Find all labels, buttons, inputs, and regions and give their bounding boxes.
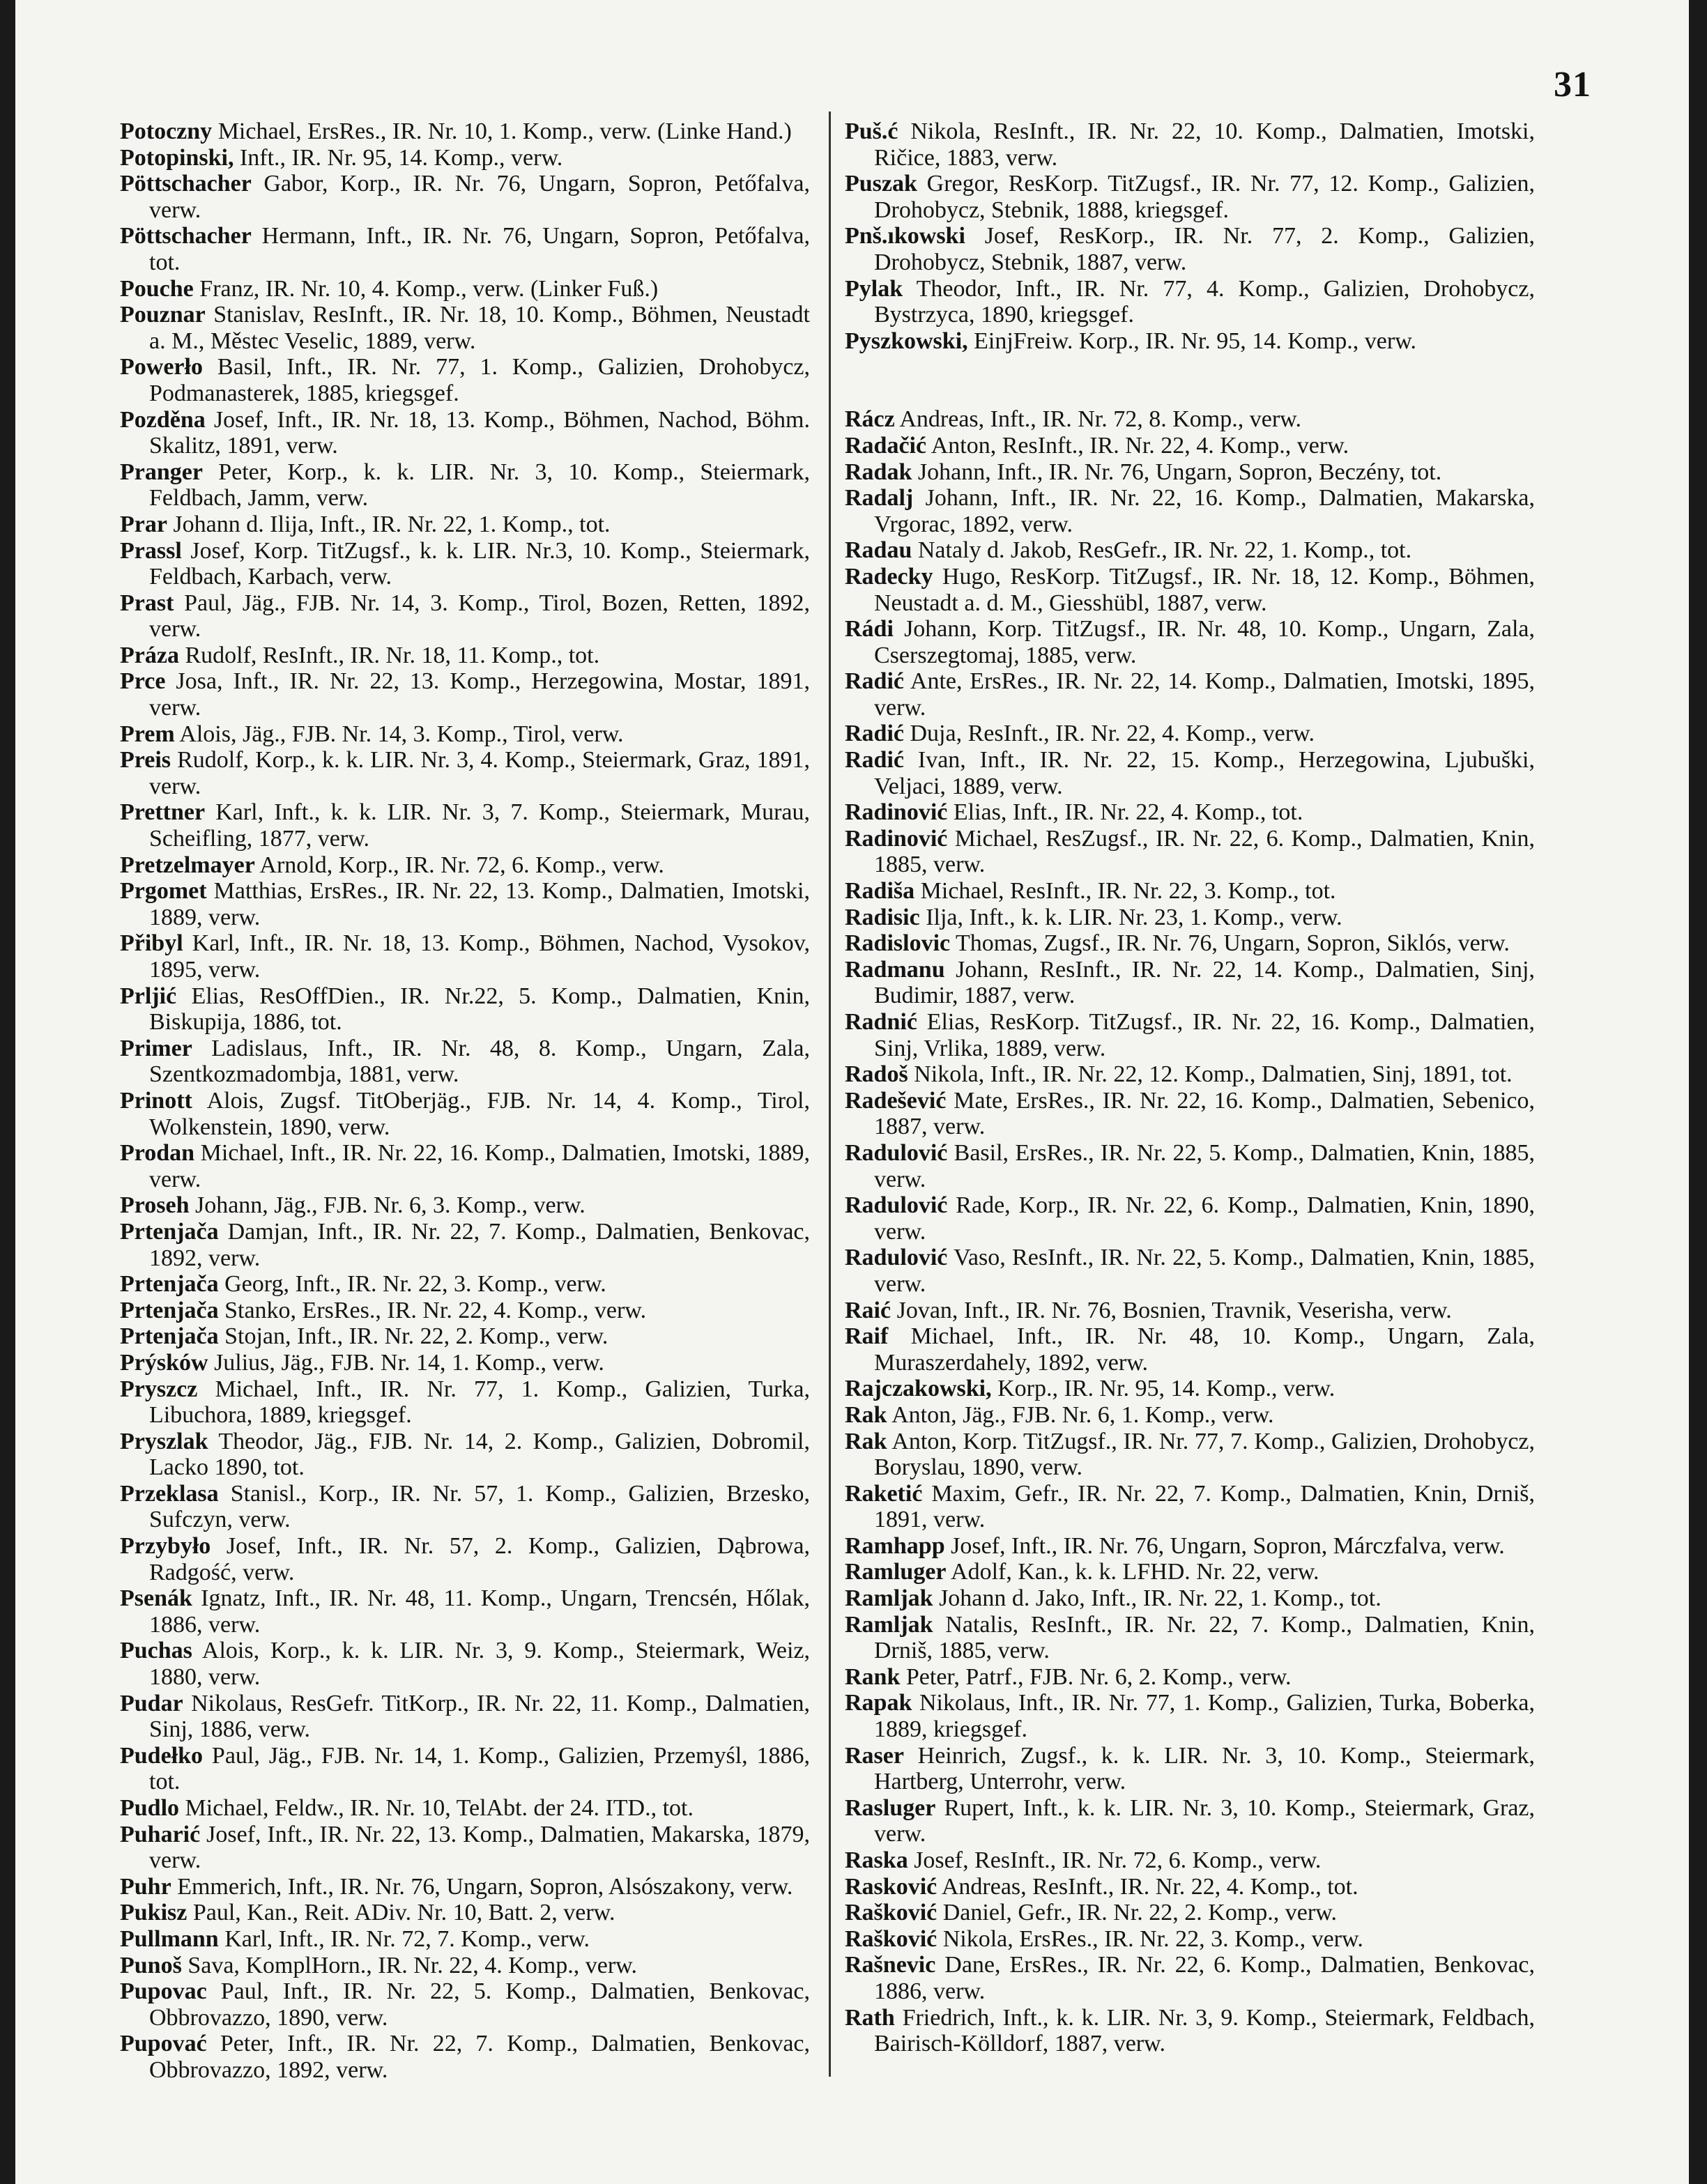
list-entry — [845, 1429, 1535, 1481]
list-entry — [120, 2031, 810, 2083]
entry-details: Johann, Korp. TitZugsf., IR. Nr. 48, 10. Komp., Ungarn, Zala, Cserszegtomaj, 1885, verw. — [874, 616, 1535, 668]
entry-surname: Radecky — [845, 563, 933, 590]
entry-details: Peter, Inft., IR. Nr. 22, 7. Komp., Dalmatien, Benkovac, Obbrovazzo, 1892, verw. — [149, 2031, 810, 2083]
entry-surname: Prodan — [120, 1140, 195, 1167]
entry-details: Michael, ResZugsf., IR. Nr. 22, 6. Komp., Dalmatien, Knin, 1885, verw. — [874, 825, 1535, 878]
entry-details: Ladislaus, Inft., IR. Nr. 48, 8. Komp., Ungarn, Zala, Szentkozmadombja, 1881, verw. — [149, 1035, 810, 1088]
entry-surname: Prtenjača — [120, 1218, 219, 1245]
list-entry — [845, 1795, 1535, 1847]
entry-surname: Radić — [845, 668, 904, 695]
entry-details: Paul, Inft., IR. Nr. 22, 5. Komp., Dalmatien, Benkovac, Obbrovazzo, 1890, verw. — [149, 1978, 810, 2031]
entry-surname: Pukisz — [120, 1900, 187, 1926]
entry-surname: Práza — [120, 642, 179, 668]
entry-surname: Pranger — [120, 459, 203, 485]
list-entry — [120, 512, 810, 538]
entry-surname: Radulović — [845, 1139, 948, 1166]
list-entry — [845, 1061, 1535, 1088]
list-entry — [845, 799, 1535, 826]
entry-surname: Rak — [845, 1428, 887, 1454]
column-divider — [829, 111, 831, 2077]
list-entry — [120, 1926, 810, 1953]
list-entry — [120, 1822, 810, 1874]
entry-surname: Prettner — [120, 799, 206, 826]
entry-details: Hermann, Inft., IR. Nr. 76, Ungarn, Sopron, Petőfalva, tot. — [149, 223, 810, 275]
entry-surname: Prce — [120, 668, 166, 695]
entry-surname: Raska — [845, 1847, 908, 1873]
entry-details: Nikola, ResInft., IR. Nr. 22, 10. Komp., Dalmatien, Imotski, Ričice, 1883, verw. — [874, 118, 1535, 171]
entry-surname: Rašnevic — [845, 1952, 936, 1978]
list-entry — [120, 1088, 810, 1140]
entry-surname: Pozděna — [120, 406, 206, 433]
entry-surname: Pudełko — [120, 1742, 204, 1769]
list-entry — [845, 537, 1535, 564]
entry-details: Anton, Jäg., FJB. Nr. 6, 1. Komp., verw. — [891, 1401, 1274, 1428]
list-entry — [120, 223, 810, 275]
entry-details: Mate, ErsRes., IR. Nr. 22, 16. Komp., Dalmatien, Sebenico, 1887, verw. — [874, 1087, 1536, 1140]
entry-details: Josef, Inft., IR. Nr. 76, Ungarn, Sopron, Márczfalva, verw. — [951, 1532, 1505, 1559]
entry-details: Josa, Inft., IR. Nr. 22, 13. Komp., Herzegowina, Mostar, 1891, verw. — [149, 668, 810, 721]
entry-details: Josef, Inft., IR. Nr. 18, 13. Komp., Böhmen, Nachod, Böhm. Skalitz, 1891, verw. — [149, 406, 811, 459]
entry-details: Josef, ResInft., IR. Nr. 72, 6. Komp., verw. — [914, 1847, 1322, 1873]
entry-details: Maxim, Gefr., IR. Nr. 22, 7. Komp., Dalmatien, Knin, Drniš, 1891, verw. — [874, 1480, 1536, 1533]
entry-surname: Pudlo — [120, 1795, 180, 1821]
entry-details: Natalis, ResInft., IR. Nr. 22, 7. Komp., Dalmatien, Knin, Drniš, 1885, verw. — [874, 1611, 1536, 1664]
entry-surname: Puharić — [120, 1821, 201, 1847]
entry-surname: Rašković — [845, 1925, 937, 1952]
entry-surname: Radinović — [845, 825, 948, 852]
entry-details: Paul, Jäg., FJB. Nr. 14, 3. Komp., Tirol, Bozen, Retten, 1892, verw. — [149, 590, 810, 643]
entry-details: Karl, Inft., IR. Nr. 72, 7. Komp., verw. — [224, 1925, 590, 1952]
entry-details: Paul, Kan., Reit. ADiv. Nr. 10, Batt. 2, verw. — [192, 1900, 615, 1926]
entry-surname: Radiša — [845, 878, 915, 905]
entry-surname: Punoš — [120, 1952, 182, 1978]
entry-surname: Puchas — [120, 1638, 192, 1664]
entry-surname: Radmanu — [845, 956, 945, 983]
entry-details: Friedrich, Inft., k. k. LIR. Nr. 3, 9. Komp., Steiermark, Feldbach, Bairisch-Kölldorf, 1887, verw. — [874, 2004, 1535, 2057]
list-entry — [120, 852, 810, 879]
entry-details: Johann d. Jako, Inft., IR. Nr. 22, 1. Komp., tot. — [939, 1585, 1381, 1612]
list-entry — [120, 459, 810, 512]
entry-surname: Prar — [120, 511, 167, 537]
list-entry — [120, 538, 810, 590]
right-column — [845, 118, 1535, 2057]
entry-details: Michael, Inft., IR. Nr. 48, 10. Komp., Ungarn, Zala, Muraszerdahely, 1892, verw. — [874, 1323, 1535, 1376]
list-entry — [120, 590, 810, 643]
list-entry — [845, 668, 1535, 721]
entry-surname: Radulović — [845, 1192, 948, 1219]
list-entry — [845, 1009, 1535, 1061]
entry-details: Nikola, ErsRes., IR. Nr. 22, 3. Komp., verw. — [942, 1925, 1363, 1952]
entry-surname: Pretzelmayer — [120, 852, 255, 878]
entry-surname: Pyszkowski, — [845, 328, 968, 354]
list-entry — [845, 1952, 1535, 2004]
entry-surname: Pouznar — [120, 302, 206, 328]
entry-surname: Puš.ć — [845, 118, 898, 144]
list-entry — [120, 1953, 810, 1979]
entry-surname: Radislovic — [845, 930, 951, 957]
entry-surname: Prgomet — [120, 878, 207, 905]
entry-surname: Pryszlak — [120, 1428, 208, 1454]
entry-surname: Pouche — [120, 275, 194, 302]
entry-details: Michael, ErsRes., IR. Nr. 10, 1. Komp., verw. (Linke Hand.) — [217, 118, 792, 144]
entry-details: Emmerich, Inft., IR. Nr. 76, Ungarn, Sopron, Alsószakony, verw. — [177, 1873, 793, 1900]
list-entry — [845, 1559, 1535, 1585]
entry-surname: Rak — [845, 1401, 887, 1428]
entry-surname: Rasković — [845, 1873, 937, 1900]
list-entry — [120, 1298, 810, 1324]
entry-details: Inft., IR. Nr. 95, 14. Komp., verw. — [239, 144, 563, 171]
list-entry — [845, 1088, 1535, 1140]
entry-details: Johann, Inft., IR. Nr. 76, Ungarn, Sopron, Beczény, tot. — [917, 459, 1442, 485]
entry-surname: Radulović — [845, 1245, 948, 1271]
entry-details: Josef, Inft., IR. Nr. 57, 2. Komp., Galizien, Dąbrowa, Radgość, verw. — [149, 1533, 810, 1585]
entry-surname: Radić — [845, 747, 904, 774]
list-entry — [120, 747, 810, 799]
entry-surname: Przeklasa — [120, 1480, 219, 1507]
entry-surname: Prem — [120, 721, 175, 747]
list-entry — [120, 643, 810, 669]
entry-surname: Rapak — [845, 1690, 912, 1716]
entry-details: Johann, Jäg., FJB. Nr. 6, 3. Komp., verw. — [194, 1192, 585, 1219]
entry-details: Elias, ResKorp. TitZugsf., IR. Nr. 22, 16. Komp., Dalmatien, Sinj, Vrlika, 1889, verw. — [874, 1009, 1536, 1061]
list-entry — [120, 1691, 810, 1743]
entry-details: Julius, Jäg., FJB. Nr. 14, 1. Komp., verw. — [214, 1349, 604, 1376]
list-entry — [120, 302, 810, 354]
list-entry — [845, 721, 1535, 747]
entry-details: Michael, ResInft., IR. Nr. 22, 3. Komp., tot. — [920, 878, 1336, 905]
entry-surname: Prassl — [120, 537, 182, 564]
entry-surname: Proseh — [120, 1192, 190, 1219]
list-entry — [845, 957, 1535, 1009]
entry-details: Rudolf, ResInft., IR. Nr. 18, 11. Komp., tot. — [185, 642, 600, 668]
entry-details: Michael, Inft., IR. Nr. 22, 16. Komp., Dalmatien, Imotski, 1889, verw. — [149, 1140, 810, 1192]
entry-surname: Radešević — [845, 1087, 947, 1114]
entry-details: Stanisl., Korp., IR. Nr. 57, 1. Komp., Galizien, Brzesko, Sufczyn, verw. — [149, 1480, 811, 1533]
entry-details: Karl, Inft., IR. Nr. 18, 13. Komp., Böhmen, Nachod, Vysokov, 1895, verw. — [149, 930, 810, 983]
list-entry — [845, 1664, 1535, 1691]
left-column — [120, 118, 810, 2084]
list-entry — [845, 1874, 1535, 1900]
list-entry — [120, 118, 810, 145]
list-entry — [845, 1245, 1535, 1297]
entry-surname: Radinović — [845, 799, 948, 826]
entry-details: Paul, Jäg., FJB. Nr. 14, 1. Komp., Galizien, Przemyśl, 1886, tot. — [149, 1742, 811, 1795]
entry-details: Peter, Korp., k. k. LIR. Nr. 3, 10. Komp., Steiermark, Feldbach, Jamm, verw. — [149, 459, 811, 512]
entry-details: EinjFreiw. Korp., IR. Nr. 95, 14. Komp., verw. — [974, 328, 1417, 354]
list-entry — [120, 1036, 810, 1088]
entry-details: Heinrich, Zugsf., k. k. LIR. Nr. 3, 10. Komp., Steiermark, Hartberg, Unterrohr, verw. — [874, 1742, 1535, 1795]
right-column-p-section — [845, 118, 1535, 354]
entry-details: Nikolaus, Inft., IR. Nr. 77, 1. Komp., Galizien, Turka, Boberka, 1889, kriegsgef. — [874, 1690, 1536, 1743]
list-entry — [120, 1323, 810, 1350]
entry-details: Gabor, Korp., IR. Nr. 76, Ungarn, Sopron, Petőfalva, verw. — [149, 171, 811, 223]
entry-surname: Radak — [845, 459, 912, 485]
entry-surname: Raser — [845, 1742, 904, 1769]
entry-surname: Radoš — [845, 1061, 908, 1088]
entry-surname: Pupovac — [120, 1978, 207, 2005]
list-entry — [120, 1350, 810, 1376]
entry-details: Ivan, Inft., IR. Nr. 22, 15. Komp., Herzegowina, Ljubuški, Veljaci, 1889, verw. — [874, 747, 1535, 799]
list-entry — [845, 1376, 1535, 1402]
list-entry — [845, 1402, 1535, 1429]
entry-surname: Rašković — [845, 1900, 937, 1926]
entry-details: Michael, Feldw., IR. Nr. 10, TelAbt. der 24. ITD., tot. — [185, 1795, 694, 1821]
list-entry — [120, 1481, 810, 1533]
list-entry — [845, 616, 1535, 668]
list-entry — [120, 1978, 810, 2031]
list-entry — [845, 1926, 1535, 1953]
list-entry — [120, 1140, 810, 1192]
entry-details: Rupert, Inft., k. k. LIR. Nr. 3, 10. Komp., Steiermark, Graz, verw. — [874, 1794, 1535, 1847]
list-entry — [845, 1900, 1535, 1926]
entry-surname: Psenák — [120, 1585, 192, 1612]
entry-details: Sava, KomplHorn., IR. Nr. 22, 4. Komp., verw. — [187, 1952, 637, 1978]
entry-details: Matthias, ErsRes., IR. Nr. 22, 13. Komp., Dalmatien, Imotski, 1889, verw. — [149, 878, 811, 930]
list-entry — [120, 1874, 810, 1900]
entry-details: Basil, ErsRes., IR. Nr. 22, 5. Komp., Dalmatien, Knin, 1885, verw. — [874, 1139, 1535, 1192]
entry-details: Anton, Korp. TitZugsf., IR. Nr. 77, 7. Komp., Galizien, Drohobycz, Boryslau, 1890, verw. — [874, 1428, 1535, 1481]
entry-surname: Prýsków — [120, 1349, 208, 1376]
entry-surname: Raić — [845, 1297, 891, 1323]
entry-surname: Powerło — [120, 354, 203, 380]
entry-surname: Primer — [120, 1035, 192, 1061]
entry-details: Vaso, ResInft., IR. Nr. 22, 5. Komp., Dalmatien, Knin, 1885, verw. — [874, 1245, 1535, 1297]
entry-details: Theodor, Inft., IR. Nr. 77, 4. Komp., Galizien, Drohobycz, Bystrzyca, 1890, kriegsgef. — [874, 275, 1535, 328]
entry-details: Nikolaus, ResGefr. TitKorp., IR. Nr. 22, 11. Komp., Dalmatien, Sinj, 1886, verw. — [149, 1690, 811, 1743]
entry-surname: Puhr — [120, 1873, 171, 1900]
entry-details: Duja, ResInft., IR. Nr. 22, 4. Komp., verw. — [910, 721, 1315, 747]
list-entry — [845, 1612, 1535, 1664]
list-entry — [845, 1847, 1535, 1874]
entry-surname: Rádi — [845, 616, 894, 643]
entry-details: Alois, Zugsf. TitOberjäg., FJB. Nr. 14, 4. Komp., Tirol, Wolkenstein, 1890, verw. — [149, 1087, 810, 1140]
entry-surname: Potoczny — [120, 118, 213, 144]
entry-details: Andreas, Inft., IR. Nr. 72, 8. Komp., verw. — [899, 406, 1302, 433]
entry-details: Jovan, Inft., IR. Nr. 76, Bosnien, Travnik, Veserisha, verw. — [896, 1297, 1452, 1323]
entry-surname: Radić — [845, 721, 904, 747]
entry-surname: Prast — [120, 590, 174, 616]
list-entry — [845, 485, 1535, 537]
list-entry — [845, 223, 1535, 275]
entry-surname: Rajczakowski, — [845, 1376, 992, 1402]
list-entry — [845, 171, 1535, 223]
entry-details: Korp., IR. Nr. 95, 14. Komp., verw. — [997, 1376, 1335, 1402]
entry-details: Peter, Patrf., FJB. Nr. 6, 2. Komp., verw. — [905, 1663, 1292, 1690]
entry-details: Rudolf, Korp., k. k. LIR. Nr. 3, 4. Komp., Steiermark, Graz, 1891, verw. — [149, 747, 810, 799]
entry-details: Gregor, ResKorp. TitZugsf., IR. Nr. 77, 12. Komp., Galizien, Drohobycz, Stebnik, 1888, kriegsgef. — [874, 171, 1535, 223]
entry-surname: Pudar — [120, 1690, 183, 1716]
entry-surname: Pöttschacher — [120, 223, 252, 249]
entry-details: Ignatz, Inft., IR. Nr. 48, 11. Komp., Ungarn, Trencsén, Hőlak, 1886, verw. — [149, 1585, 811, 1638]
entry-details: Josef, ResKorp., IR. Nr. 77, 2. Komp., Galizien, Drohobycz, Stebnik, 1887, verw. — [874, 223, 1536, 275]
list-entry — [845, 1323, 1535, 1376]
list-entry — [845, 1585, 1535, 1612]
entry-surname: Ramluger — [845, 1559, 947, 1585]
list-entry — [120, 407, 810, 459]
entry-details: Stanislav, ResInft., IR. Nr. 18, 10. Komp., Böhmen, Neustadt a. M., Městec Veselic, 1889, verw. — [149, 302, 811, 354]
entry-surname: Prinott — [120, 1087, 192, 1114]
entry-details: Ilja, Inft., k. k. LIR. Nr. 23, 1. Komp., verw. — [926, 904, 1342, 930]
list-entry — [120, 1192, 810, 1219]
entry-details: Elias, Inft., IR. Nr. 22, 4. Komp., tot. — [953, 799, 1303, 826]
list-entry — [120, 1533, 810, 1585]
list-entry — [845, 118, 1535, 171]
right-column-r-section — [845, 406, 1535, 2056]
list-entry — [845, 276, 1535, 328]
list-entry — [120, 1585, 810, 1638]
entry-surname: Raketić — [845, 1480, 923, 1507]
list-entry — [845, 930, 1535, 957]
entry-details: Alois, Korp., k. k. LIR. Nr. 3, 9. Komp., Steiermark, Weiz, 1880, verw. — [149, 1638, 810, 1691]
entry-details: Alois, Jäg., FJB. Nr. 14, 3. Komp., Tirol, verw. — [179, 721, 624, 747]
entry-details: Damjan, Inft., IR. Nr. 22, 7. Komp., Dalmatien, Benkovac, 1892, verw. — [149, 1218, 811, 1271]
list-entry — [845, 1533, 1535, 1560]
entry-surname: Prljić — [120, 983, 177, 1009]
list-entry — [845, 1140, 1535, 1192]
entry-surname: Ramljak — [845, 1611, 933, 1638]
entry-details: Anton, ResInft., IR. Nr. 22, 4. Komp., verw. — [931, 432, 1349, 459]
entry-details: Theodor, Jäg., FJB. Nr. 14, 2. Komp., Galizien, Dobromil, Lacko 1890, tot. — [149, 1428, 810, 1481]
entry-surname: Prtenjača — [120, 1323, 219, 1350]
list-entry — [120, 721, 810, 748]
entry-surname: Puszak — [845, 171, 917, 197]
list-entry — [120, 145, 810, 171]
entry-details: Nataly d. Jakob, ResGefr., IR. Nr. 22, 1. Komp., tot. — [917, 537, 1412, 564]
entry-surname: Rasluger — [845, 1794, 936, 1821]
list-entry — [845, 747, 1535, 799]
list-entry — [845, 328, 1535, 355]
entry-details: Andreas, ResInft., IR. Nr. 22, 4. Komp., tot. — [941, 1873, 1358, 1900]
entry-surname: Rank — [845, 1663, 901, 1690]
list-entry — [845, 1298, 1535, 1324]
list-entry — [845, 1192, 1535, 1245]
list-entry — [120, 1795, 810, 1822]
entry-details: Hugo, ResKorp. TitZugsf., IR. Nr. 18, 12. Komp., Böhmen, Neustadt a. d. M., Giesshübl, 1887, verw. — [874, 563, 1536, 616]
entry-surname: Radnić — [845, 1009, 917, 1035]
entry-details: Nikola, Inft., IR. Nr. 22, 12. Komp., Dalmatien, Sinj, 1891, tot. — [914, 1061, 1513, 1088]
entry-surname: Pylak — [845, 275, 903, 302]
list-entry — [120, 1376, 810, 1429]
entry-details: Arnold, Korp., IR. Nr. 72, 6. Komp., verw. — [259, 852, 664, 878]
page-number: 31 — [1554, 65, 1591, 105]
list-entry — [845, 406, 1535, 433]
entry-details: Josef, Korp. TitZugsf., k. k. LIR. Nr.3, 10. Komp., Steiermark, Feldbach, Karbach, verw. — [149, 537, 811, 590]
entry-surname: Przybyło — [120, 1533, 211, 1560]
entry-surname: Radalj — [845, 485, 914, 512]
entry-details: Michael, Inft., IR. Nr. 77, 1. Komp., Galizien, Turka, Libuchora, 1889, kriegsgef. — [149, 1376, 810, 1429]
entry-details: Elias, ResOffDien., IR. Nr.22, 5. Komp., Dalmatien, Knin, Biskupija, 1886, tot. — [149, 983, 810, 1036]
list-entry — [120, 1429, 810, 1481]
entry-surname: Preis — [120, 747, 171, 774]
entry-details: Stojan, Inft., IR. Nr. 22, 2. Komp., verw. — [224, 1323, 608, 1350]
list-entry — [120, 930, 810, 983]
list-entry — [120, 1219, 810, 1271]
entry-surname: Pullmann — [120, 1925, 219, 1952]
list-entry — [845, 905, 1535, 931]
entry-details: Basil, Inft., IR. Nr. 77, 1. Komp., Galizien, Drohobycz, Podmanasterek, 1885, kriegsgef. — [149, 354, 810, 406]
entry-surname: Pryszcz — [120, 1376, 198, 1402]
entry-details: Rade, Korp., IR. Nr. 22, 6. Komp., Dalmatien, Knin, 1890, verw. — [874, 1192, 1535, 1245]
entry-details: Thomas, Zugsf., IR. Nr. 76, Ungarn, Sopron, Siklós, verw. — [956, 930, 1510, 957]
entry-surname: Pöttschacher — [120, 171, 252, 197]
entry-surname: Pnš.ıkowski — [845, 223, 965, 249]
entry-surname: Raif — [845, 1323, 889, 1350]
entry-details: Johann, ResInft., IR. Nr. 22, 14. Komp., Dalmatien, Sinj, Budimir, 1887, verw. — [874, 956, 1535, 1009]
entry-surname: Rath — [845, 2004, 895, 2031]
entry-surname: Radačić — [845, 432, 927, 459]
list-entry — [120, 276, 810, 302]
section-gap — [845, 354, 1535, 406]
list-entry — [845, 459, 1535, 486]
entry-details: Karl, Inft., k. k. LIR. Nr. 3, 7. Komp., Steiermark, Murau, Scheifling, 1877, verw. — [149, 799, 810, 852]
entry-surname: Pupovać — [120, 2031, 207, 2057]
list-entry — [120, 799, 810, 852]
entry-details: Josef, Inft., IR. Nr. 22, 13. Komp., Dalmatien, Makarska, 1879, verw. — [149, 1821, 811, 1874]
entry-details: Georg, Inft., IR. Nr. 22, 3. Komp., verw. — [224, 1271, 606, 1298]
entry-details: Dane, ErsRes., IR. Nr. 22, 6. Komp., Dalmatien, Benkovac, 1886, verw. — [874, 1952, 1535, 2004]
list-entry — [120, 171, 810, 223]
entry-surname: Rácz — [845, 406, 895, 433]
list-entry — [845, 878, 1535, 905]
list-entry — [120, 1900, 810, 1926]
list-entry — [120, 983, 810, 1036]
entry-details: Johann, Inft., IR. Nr. 22, 16. Komp., Dalmatien, Makarska, Vrgorac, 1892, verw. — [874, 485, 1535, 537]
entry-details: Daniel, Gefr., IR. Nr. 22, 2. Komp., verw. — [942, 1900, 1338, 1926]
entry-surname: Přibyl — [120, 930, 183, 957]
entry-surname: Potopinski, — [120, 144, 234, 171]
entry-surname: Prtenjača — [120, 1271, 219, 1298]
list-entry — [845, 1481, 1535, 1533]
list-entry — [845, 1743, 1535, 1795]
list-entry — [845, 433, 1535, 459]
list-entry — [120, 1271, 810, 1298]
entry-details: Stanko, ErsRes., IR. Nr. 22, 4. Komp., verw. — [224, 1297, 647, 1323]
list-entry — [845, 1690, 1535, 1742]
entry-details: Franz, IR. Nr. 10, 4. Komp., verw. (Linker Fuß.) — [199, 275, 659, 302]
entry-surname: Prtenjača — [120, 1297, 219, 1323]
list-entry — [120, 1743, 810, 1795]
list-entry — [120, 878, 810, 930]
list-entry — [845, 564, 1535, 616]
entry-surname: Ramhapp — [845, 1532, 945, 1559]
entry-details: Adolf, Kan., k. k. LFHD. Nr. 22, verw. — [951, 1559, 1319, 1585]
list-entry — [120, 354, 810, 406]
list-entry — [845, 826, 1535, 878]
entry-surname: Radisic — [845, 904, 920, 930]
entry-surname: Ramljak — [845, 1585, 933, 1612]
entry-details: Johann d. Ilija, Inft., IR. Nr. 22, 1. Komp., tot. — [173, 511, 611, 537]
list-entry — [120, 668, 810, 721]
entry-surname: Radau — [845, 537, 912, 564]
entry-details: Ante, ErsRes., IR. Nr. 22, 14. Komp., Dalmatien, Imotski, 1895, verw. — [874, 668, 1535, 721]
list-entry — [845, 2005, 1535, 2057]
list-entry — [120, 1638, 810, 1690]
